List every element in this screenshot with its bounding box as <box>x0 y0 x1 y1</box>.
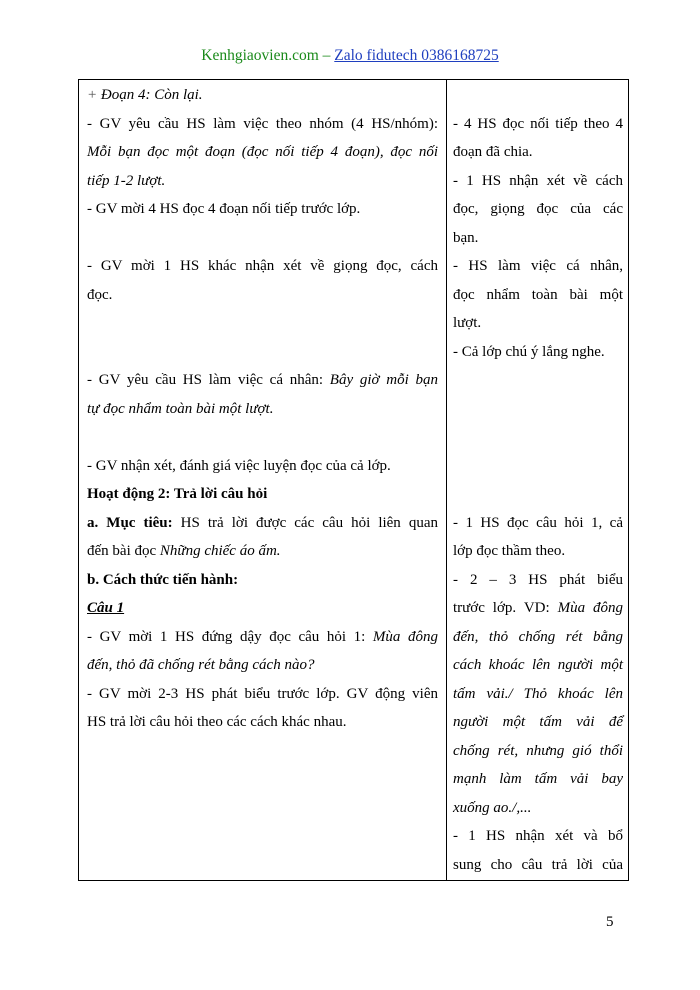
right-line-9: - Cả lớp chú ý lắng nghe. <box>453 344 605 360</box>
right-line-7: đọc nhẩm toàn bài một <box>453 287 623 303</box>
left-line-19: HS trả lời câu hỏi theo các cách khác nhau. <box>87 714 347 730</box>
column-divider <box>446 80 447 880</box>
left-line-1-text: Đoạn 4: Còn lại. <box>100 87 203 103</box>
objective-line <box>87 513 438 533</box>
objective-label: a. Mục tiêu: <box>87 515 173 531</box>
header-separator: – <box>318 47 335 64</box>
right-line-18: chống rét, nhưng gió thổi <box>453 743 623 759</box>
left-line-5: - GV mời 4 HS đọc 4 đoạn nối tiếp trước lớp. <box>87 201 361 217</box>
objective-line-2 <box>87 541 438 561</box>
right-line-15: cách khoác lên người một <box>453 657 623 673</box>
left-line-17: đến, thỏ đã chống rét bằng cách nào? <box>87 657 315 673</box>
left-line-7: đọc. <box>87 287 113 303</box>
right-line-21: - 1 HS nhận xét và bổ <box>453 828 623 844</box>
left-line-6: - GV mời 1 HS khác nhận xét về giọng đọc, cách <box>87 258 438 274</box>
right-line-4: đọc, giọng đọc của các <box>453 201 623 217</box>
left-line-18: - GV mời 2-3 HS phát biểu trước lớp. GV động viên <box>87 686 438 702</box>
left-line-8-italic: Bây giờ mỗi bạn <box>329 372 439 388</box>
right-line-1: - 4 HS đọc nối tiếp theo 4 <box>453 116 623 132</box>
right-line-6: - HS làm việc cá nhân, <box>453 258 623 274</box>
right-line-13 <box>453 598 623 618</box>
left-line-8-normal: - GV yêu cầu HS làm việc cá nhân: <box>87 372 330 388</box>
left-line-1-prefix: + <box>87 87 101 103</box>
right-line-16: tấm vải./ Thỏ khoác lên <box>453 686 623 702</box>
right-line-19: mạnh làm tấm vải bay <box>453 771 623 787</box>
left-line-9: tự đọc nhẩm toàn bài một lượt. <box>87 401 274 417</box>
activity-2-heading: Hoạt động 2: Trả lời câu hỏi <box>87 486 268 502</box>
left-line-16-italic: Mùa đông <box>372 629 438 645</box>
right-line-2: đoạn đã chia. <box>453 144 533 160</box>
left-line-2: - GV yêu cầu HS làm việc theo nhóm (4 HS/nhóm): <box>87 116 438 132</box>
left-line-16-normal: - GV mời 1 HS đứng dậy đọc câu hỏi 1: <box>87 629 373 645</box>
page-header <box>0 46 700 66</box>
objective-text: HS trả lời được các câu hỏi liên quan <box>172 515 438 531</box>
right-line-12: - 2 – 3 HS phát biểu <box>453 572 623 588</box>
question-1-heading: Câu 1 <box>87 600 125 616</box>
header-site-link[interactable]: Kenhgiaovien.com <box>201 47 319 64</box>
left-line-3: Mỗi bạn đọc một đoạn (đọc nối tiếp 4 đoạn), đọc nối <box>87 144 438 160</box>
objective-line-2-normal: đến bài đọc <box>87 543 160 559</box>
right-line-20: xuống ao./,... <box>453 800 532 816</box>
right-line-8: lượt. <box>453 315 482 331</box>
right-line-3: - 1 HS nhận xét về cách <box>453 173 623 189</box>
right-line-13-normal: trước lớp. VD: <box>453 600 558 616</box>
lesson-table <box>78 79 629 881</box>
right-line-11: lớp đọc thầm theo. <box>453 543 566 559</box>
left-line-10: - GV nhận xét, đánh giá việc luyện đọc của cả lớp. <box>87 458 391 474</box>
reading-title: Những chiếc áo ấm. <box>159 543 281 559</box>
right-line-22: sung cho câu trả lời của <box>453 857 623 873</box>
right-line-13-italic: Mùa đông <box>557 600 623 616</box>
page-number: 5 <box>606 914 614 930</box>
left-line-8 <box>87 370 438 390</box>
right-line-10: - 1 HS đọc câu hỏi 1, cả <box>453 515 623 531</box>
left-line-1 <box>87 85 438 105</box>
right-line-5: bạn. <box>453 230 479 246</box>
right-line-17: người một tấm vải để <box>453 714 623 730</box>
left-line-16 <box>87 627 438 647</box>
right-line-14: đến, thỏ chống rét bằng <box>453 629 623 645</box>
method-heading: b. Cách thức tiến hành: <box>87 572 239 588</box>
left-line-4: tiếp 1-2 lượt. <box>87 173 166 189</box>
header-zalo-link[interactable]: Zalo fidutech 0386168725 <box>334 47 499 64</box>
